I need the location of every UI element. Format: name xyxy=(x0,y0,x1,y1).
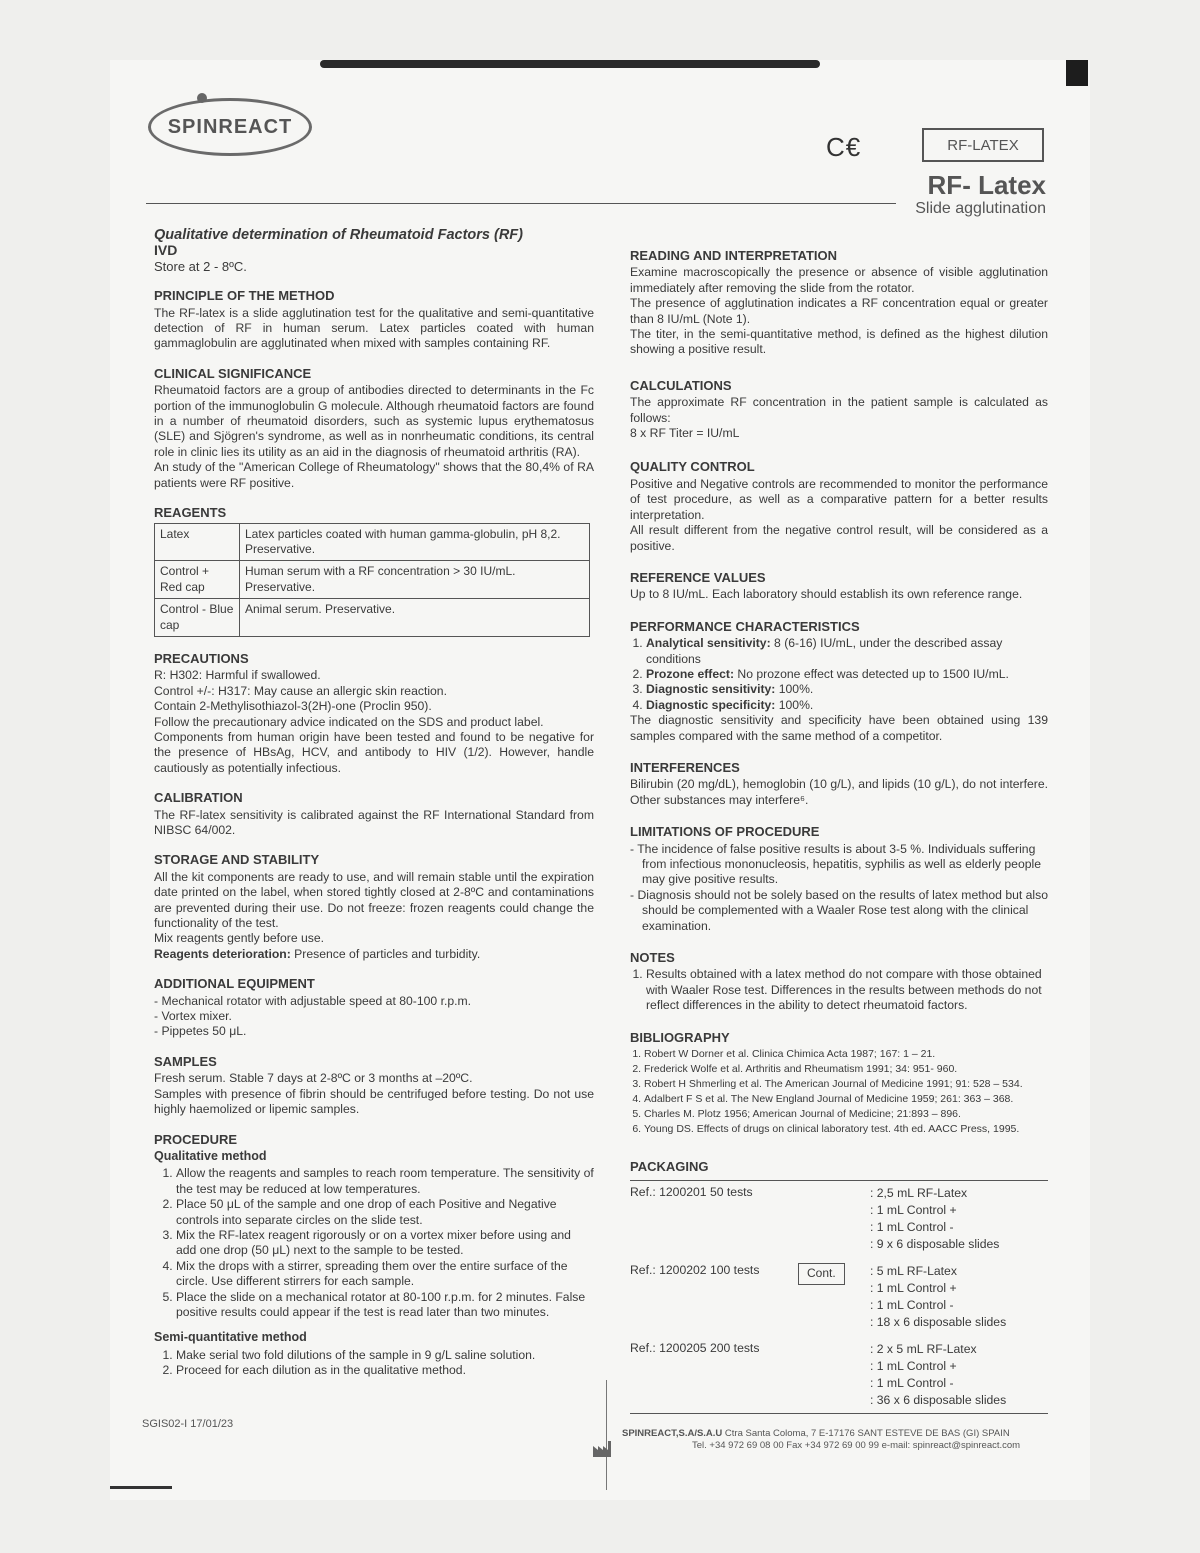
precaution-line: R: H302: Harmful if swallowed. xyxy=(154,668,321,683)
product-subtitle: Slide agglutination xyxy=(915,200,1046,217)
reagent-desc: Human serum with a RF concentration > 30 IU/mL. Preservative. xyxy=(240,561,590,599)
header-rule xyxy=(146,203,896,204)
storage-temp: Store at 2 - 8ºC. xyxy=(154,258,247,274)
product-title: RF- Latex xyxy=(927,170,1046,200)
packaging-item: : 1 mL Control - xyxy=(870,1376,954,1391)
precautions-heading: PRECAUTIONS xyxy=(154,650,249,666)
list-item: 1. Robert W Dorner et al. Clinica Chimica Acta 1987; 167: 1 – 21. xyxy=(644,1047,1048,1062)
storage-heading: STORAGE AND STABILITY xyxy=(154,852,320,868)
storage-deterioration xyxy=(154,947,594,962)
bibliography-list xyxy=(630,1047,1048,1137)
list-item: 6. Young DS. Effects of drugs on clinical laboratory test. 4th ed. AACC Press, 1995. xyxy=(644,1122,1048,1137)
perf-label: Diagnostic sensitivity: xyxy=(646,682,776,697)
reagents-table xyxy=(154,523,590,637)
packaging-item: : 1 mL Control + xyxy=(870,1203,957,1218)
packaging-table xyxy=(630,1180,1048,1414)
packaging-row xyxy=(630,1263,1048,1331)
performance-note: The diagnostic sensitivity and specificity have been obtained using 139 samples compared with the same method of a competitor. xyxy=(630,713,1048,743)
scan-mark-bottom xyxy=(110,1486,172,1489)
principle-heading: PRINCIPLE OF THE METHOD xyxy=(154,288,335,304)
column-divider xyxy=(606,1380,607,1490)
logo-dot xyxy=(197,93,207,103)
list-item: 3. Robert H Shmerling et al. The American Journal of Medicine 1991; 91: 528 – 534. xyxy=(644,1077,1048,1092)
performance-heading: PERFORMANCE CHARACTERISTICS xyxy=(630,618,860,634)
manufacturer-info xyxy=(622,1428,1020,1452)
list-item: 2. Place 50 μL of the sample and one drop of each Positive and Negative controls into separate circles on the slide test. xyxy=(176,1197,594,1228)
samples-text-2: Samples with presence of fibrin should be centrifuged before testing. Do not use highly haemolized or lipemic samples. xyxy=(154,1086,594,1117)
reagent-desc: Latex particles coated with human gamma-globulin, pH 8,2. Preservative. xyxy=(240,523,590,561)
samples-text: Fresh serum. Stable 7 days at 2-8ºC or 3 months at –20ºC. xyxy=(154,1071,473,1086)
semi-quantitative-heading: Semi-quantitative method xyxy=(154,1330,307,1345)
list-item xyxy=(646,636,1048,667)
calculations-text: The approximate RF concentration in the patient sample is calculated as follows: xyxy=(630,395,1048,425)
logo-text: SPINREACT xyxy=(167,115,293,138)
packaging-heading: PACKAGING xyxy=(630,1159,709,1175)
limitations-list xyxy=(630,842,1048,934)
perf-text: 8 (6-16) IU/mL, under the described assay conditions xyxy=(646,636,1003,666)
calibration-heading: CALIBRATION xyxy=(154,790,243,806)
left-column xyxy=(154,228,594,1379)
performance-list xyxy=(630,636,1048,713)
list-item: - Diagnosis should not be solely based on the results of latex method but also should be complemented with a Waaler Rose test along with the clinical examination. xyxy=(630,887,1049,933)
precaution-line: Contain 2-Methylisothiazol-3(2H)-one (Proclin 950). xyxy=(154,699,432,714)
list-item: 1. Allow the reagents and samples to reach room temperature. The sensitivity of the test may be reduced at low temperatures. xyxy=(176,1166,594,1197)
perf-text: 100%. xyxy=(775,697,814,712)
deterioration-text: Presence of particles and turbidity. xyxy=(290,946,481,961)
precaution-line: Control +/-: H317: May cause an allergic skin reaction. xyxy=(154,683,447,698)
ce-mark: C€ xyxy=(826,132,862,162)
reagents-heading: REAGENTS xyxy=(154,505,227,521)
packaging-item: : 1 mL Control - xyxy=(870,1220,954,1235)
quality-control-text-2: All result different from the negative control result, will be considered as a positive. xyxy=(630,523,1048,553)
clinical-heading: CLINICAL SIGNIFICANCE xyxy=(154,365,312,381)
list-item: 5. Charles M. Plotz 1956; American Journal of Medicine; 21:893 – 896. xyxy=(644,1107,1048,1122)
packaging-item: : 1 mL Control - xyxy=(870,1298,954,1313)
reagent-name: Control + Red cap xyxy=(155,561,240,599)
calculation-formula: 8 x RF Titer = IU/mL xyxy=(630,426,740,441)
list-item: 2. Proceed for each dilution as in the qualitative method. xyxy=(176,1363,594,1378)
list-item: 2. Frederick Wolfe et al. Arthritis and Rheumatism 1991; 34: 951- 960. xyxy=(644,1062,1048,1077)
bibliography-heading: BIBLIOGRAPHY xyxy=(630,1029,730,1045)
interferences-heading: INTERFERENCES xyxy=(630,759,740,775)
document-code: SGIS02-I 17/01/23 xyxy=(142,1418,234,1430)
table-row xyxy=(155,523,590,561)
packaging-row xyxy=(630,1185,1048,1253)
packaging-items xyxy=(870,1263,1006,1331)
procedure-heading: PROCEDURE xyxy=(154,1131,238,1147)
packaging-items xyxy=(870,1341,1006,1409)
clinical-text: Rheumatoid factors are a group of antibodies directed to determinants in the Fc portion of the immunoglobulin G molecule. Although rheumatoid factors are found in a number of rheumatoid disorders, such as systemic lupus erythematosus (SLE) and Sjögren's syndrome, as well as in nonrheumatic conditions, its central role in clinic lies its utility as an aid in the diagnosis of rheumatoid arthritis (RA). xyxy=(154,383,594,459)
reading-text-3: The titer, in the semi-quantitative method, is defined as the highest dilution showing a positive result. xyxy=(630,327,1048,357)
list-item: 1. Results obtained with a latex method do not compare with those obtained with Waaler Rose test. Differences in the results between methods do not reflect differences in the ability to detect rheumatoid factors. xyxy=(646,967,1048,1013)
list-item: 5. Place the slide on a mechanical rotator at 80-100 r.p.m. for 2 minutes. False positive results could appear if the test is read later than two minutes. xyxy=(176,1290,594,1321)
packaging-row xyxy=(630,1341,1048,1409)
list-item xyxy=(646,667,1048,682)
packaging-item: : 9 x 6 disposable slides xyxy=(870,1237,1000,1252)
list-item: - Pippetes 50 μL. xyxy=(154,1024,247,1039)
packaging-items xyxy=(870,1185,999,1253)
contents-box: Cont. xyxy=(798,1263,845,1284)
packaging-ref: Ref.: 1200201 50 tests xyxy=(630,1185,753,1200)
list-item: - Vortex mixer. xyxy=(154,1009,232,1024)
packaging-ref: Ref.: 1200205 200 tests xyxy=(630,1341,760,1356)
quality-control-text: Positive and Negative controls are recommended to monitor the performance of test procedure, as well as a comparative pattern for a better results interpretation. xyxy=(630,476,1048,522)
quality-control-heading: QUALITY CONTROL xyxy=(630,459,755,475)
packaging-item: : 1 mL Control + xyxy=(870,1359,957,1374)
notes-heading: NOTES xyxy=(630,950,675,966)
storage-text: All the kit components are ready to use, and will remain stable until the expiration date printed on the label, when stored tightly closed at 2-8ºC and contaminations are prevented during their use. Do not freeze: frozen reagents could change the functionality of the test. xyxy=(154,869,594,931)
equipment-list xyxy=(154,994,594,1040)
precaution-line: Components from human origin have been tested and found to be negative for the presence of HBsAg, HCV, and antibody to HIV (1/2). However, handle cautiously as potentially infectious. xyxy=(154,729,594,775)
product-code-box: RF-LATEX xyxy=(922,128,1044,162)
document-title: Qualitative determination of Rheumatoid Factors (RF) xyxy=(154,227,523,243)
packaging-item: : 18 x 6 disposable slides xyxy=(870,1315,1007,1330)
factory-icon xyxy=(592,1438,612,1458)
right-column xyxy=(630,248,1048,1414)
list-item: 3. Mix the RF-latex reagent rigorously or on a vortex mixer before using and add one drop (50 μL) next to the sample to be tested. xyxy=(176,1228,594,1259)
samples-heading: SAMPLES xyxy=(154,1053,217,1069)
reference-text: Up to 8 IU/mL. Each laboratory should establish its own reference range. xyxy=(630,587,1023,602)
semi-quantitative-steps xyxy=(154,1348,594,1379)
calculations-heading: CALCULATIONS xyxy=(630,377,732,393)
equipment-heading: ADDITIONAL EQUIPMENT xyxy=(154,976,315,992)
company-contact: Tel. +34 972 69 08 00 Fax +34 972 69 00 99 e-mail: spinreact@spinreact.com xyxy=(692,1440,1021,1451)
list-item xyxy=(646,698,1048,713)
reagent-name: Latex xyxy=(155,523,240,561)
packaging-item: : 36 x 6 disposable slides xyxy=(870,1393,1007,1408)
packaging-item: : 2,5 mL RF-Latex xyxy=(870,1186,968,1201)
list-item: - Mechanical rotator with adjustable speed at 80-100 r.p.m. xyxy=(154,993,472,1008)
list-item: 4. Adalbert F S et al. The New England Journal of Medicine 1959; 261: 363 – 368. xyxy=(644,1092,1048,1107)
reading-heading: READING AND INTERPRETATION xyxy=(630,248,838,263)
table-row xyxy=(155,561,590,599)
reagent-desc: Animal serum. Preservative. xyxy=(240,599,590,637)
interferences-text: Bilirubin (20 mg/dL), hemoglobin (10 g/L), and lipids (10 g/L), do not interfere. Other substances may interfere⁶. xyxy=(630,777,1048,807)
table-row xyxy=(155,599,590,637)
list-item: 4. Mix the drops with a stirrer, spreading them over the entire surface of the circle. Use different stirrers for each sample. xyxy=(176,1259,594,1290)
company-address: Ctra Santa Coloma, 7 E-17176 SANT ESTEVE DE BAS (GI) SPAIN xyxy=(722,1428,1010,1439)
list-item xyxy=(646,682,1048,697)
perf-text: 100%. xyxy=(775,682,814,697)
spinreact-logo xyxy=(148,98,312,156)
clinical-study-text: An study of the "American College of Rheumatology" shows that the 80,4% of RA patients were RF positive. xyxy=(154,460,594,490)
scan-shadow-corner xyxy=(1066,60,1088,86)
manufacturer-line xyxy=(622,1428,1020,1440)
packaging-item: : 2 x 5 mL RF-Latex xyxy=(870,1342,977,1357)
reading-text: Examine macroscopically the presence or absence of visible agglutination immediately after removing the slide from the rotator. xyxy=(630,265,1048,295)
company-name: SPINREACT,S.A/S.A.U xyxy=(622,1428,723,1439)
perf-label: Diagnostic specificity: xyxy=(646,697,776,712)
reagent-name: Control - Blue cap xyxy=(155,599,240,637)
storage-mix-text: Mix reagents gently before use. xyxy=(154,931,325,946)
calibration-text: The RF-latex sensitivity is calibrated against the RF International Standard from NIBSC 64/002. xyxy=(154,807,594,837)
ivd-label: IVD xyxy=(154,242,178,259)
list-item: 1. Make serial two fold dilutions of the sample in 9 g/L saline solution. xyxy=(176,1348,594,1363)
perf-label: Prozone effect: xyxy=(646,666,735,681)
limitations-heading: LIMITATIONS OF PROCEDURE xyxy=(630,824,820,840)
qualitative-heading: Qualitative method xyxy=(154,1148,267,1163)
qualitative-steps xyxy=(154,1166,594,1320)
packaging-item: : 1 mL Control + xyxy=(870,1281,957,1296)
principle-text: The RF-latex is a slide agglutination test for the qualitative and semi-quantitative detection of RF in human serum. Latex particles coated with human gammaglobulin are agglutinated when mixed with samples containing RF. xyxy=(154,305,594,351)
packaging-item: : 5 mL RF-Latex xyxy=(870,1264,957,1279)
notes-list xyxy=(630,967,1048,1013)
scan-shadow-top xyxy=(320,60,820,68)
perf-label: Analytical sensitivity: xyxy=(646,636,771,651)
deterioration-label: Reagents deterioration: xyxy=(154,946,291,961)
reference-heading: REFERENCE VALUES xyxy=(630,569,766,585)
list-item: - The incidence of false positive results is about 3-5 %. Individuals suffering from infectious mononucleosis, hepatitis, syphilis as well as elderly people may give positive results. xyxy=(630,841,1041,887)
perf-text: No prozone effect was detected up to 1500 IU/mL. xyxy=(734,666,1009,681)
reading-text-2: The presence of agglutination indicates a RF concentration equal or greater than 8 IU/mL (Note 1). xyxy=(630,296,1048,326)
packaging-ref: Ref.: 1200202 100 tests xyxy=(630,1263,760,1278)
precaution-line: Follow the precautionary advice indicated on the SDS and product label. xyxy=(154,714,544,729)
